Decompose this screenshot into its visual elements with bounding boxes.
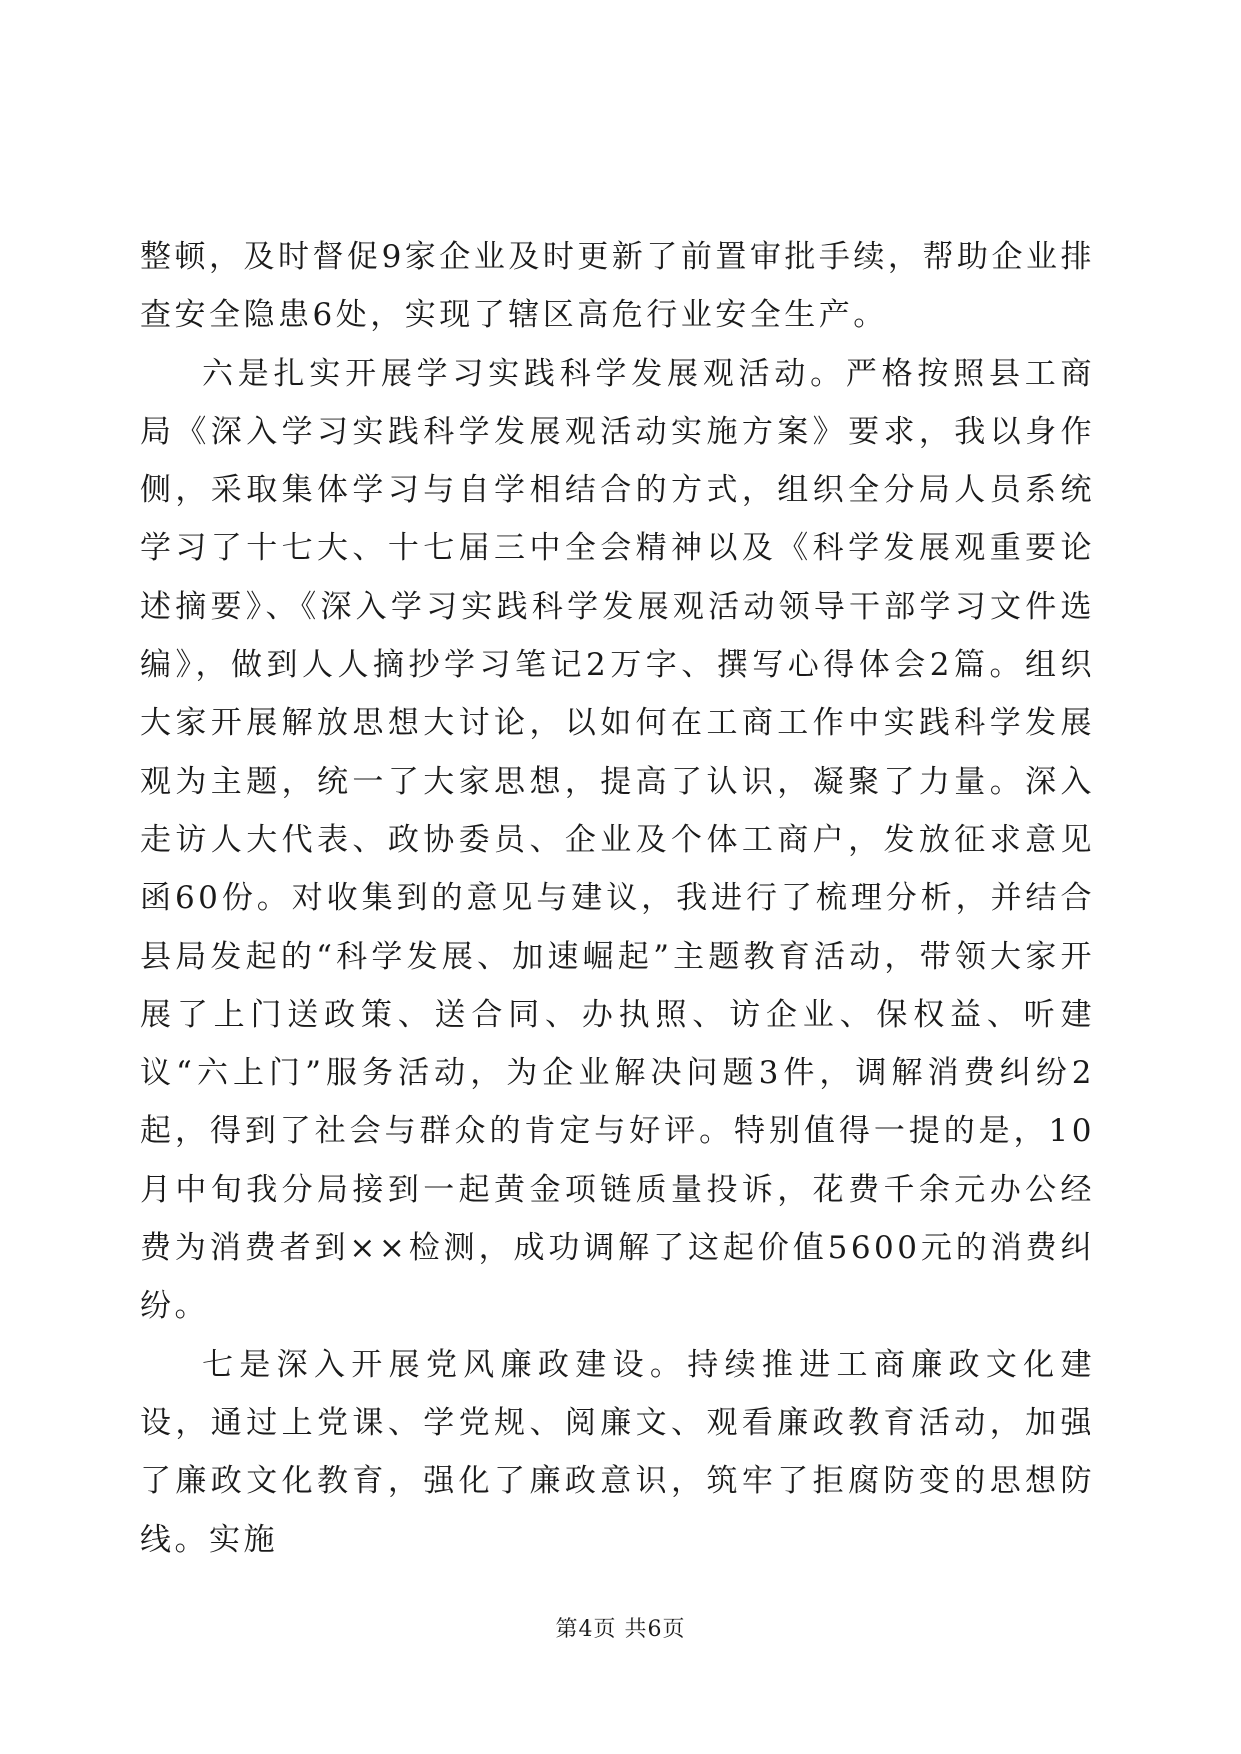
document-body bbox=[140, 228, 1095, 1569]
paragraph-anti-corruption: 七是深入开展党风廉政建设。持续推进工商廉政文化建设，通过上党课、学党规、阅廉文、观看廉政教育活动，加强了廉政文化教育，强化了廉政意识，筑牢了拒腐防变的思想防线。实施 bbox=[140, 1346, 1095, 1558]
page-number-footer: 第4页 共6页 bbox=[555, 1617, 686, 1642]
paragraph-study-practice: 六是扎实开展学习实践科学发展观活动。严格按照县工商局《深入学习实践科学发展观活动实施方案》要求，我以身作侧，采取集体学习与自学相结合的方式，组织全分局人员系统学习了十七大、十七届三中全会精神以及《科学发展观重要论述摘要》、《深入学习实践科学发展观活动领导干部学习文件选编》，做到人人摘抄学习笔记2万字、撰写心得体会2篇。组织大家开展解放思想大讨论，以如何在工商工作中实践科学发展观为主题，统一了大家思想，提高了认识，凝聚了力量。深入走访人大代表、政协委员、企业及个体工商户，发放征求意见函60份。对收集到的意见与建议，我进行了梳理分析，并结合县局发起的“科学发展、加速崛起”主题教育活动，带领大家开展了上门送政策、送合同、办执照、访企业、保权益、听建议“六上门”服务活动，为企业解决问题3件，调解消费纠纷2起，得到了社会与群众的肯定与好评。特别值得一提的是，10月中旬我分局接到一起黄金项链质量投诉，花费千余元办公经费为消费者到××检测，成功调解了这起价值5600元的消费纠纷。 bbox=[140, 355, 1095, 1325]
paragraph-continuation: 整顿，及时督促9家企业及时更新了前置审批手续，帮助企业排查安全隐患6处，实现了辖区高危行业安全生产。 bbox=[140, 239, 1095, 334]
